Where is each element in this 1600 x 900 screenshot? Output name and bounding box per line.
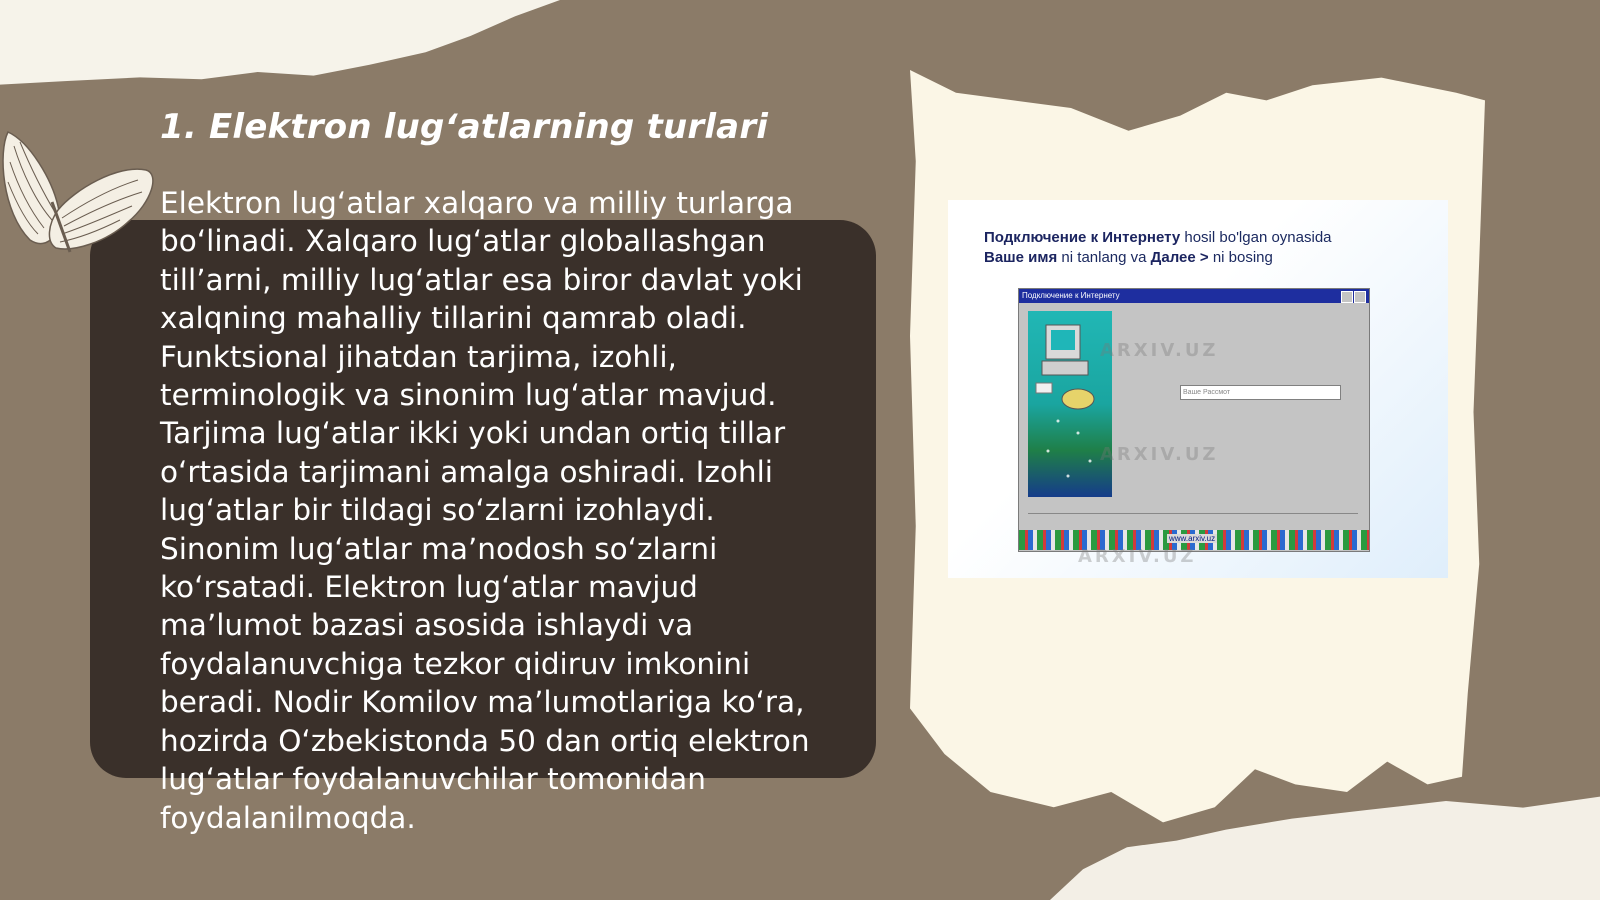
dialog-footer-url: www.arxiv.uz: [1169, 534, 1216, 543]
dialog-separator: [1028, 513, 1358, 514]
butterfly-icon: [0, 102, 165, 272]
torn-paper-bottom-right: [1050, 790, 1600, 900]
watermark-1: ARXIV.UZ: [1100, 340, 1219, 361]
figure-instruction: [984, 228, 1444, 268]
slide-title: 1. Elektron lug‘atlarning turlari: [160, 107, 769, 147]
computer-phone-illustration: [1028, 311, 1112, 497]
torn-paper-top-left: [0, 0, 560, 90]
watermark-3: ARXIV.UZ: [1078, 546, 1197, 567]
instruction-text-3: ni bosing: [1208, 249, 1273, 266]
screenshot-figure: [948, 200, 1448, 578]
dialog-title: Подключение к Интернету: [1022, 291, 1120, 300]
dialog-window-image: [1018, 288, 1370, 552]
watermark-2: ARXIV.UZ: [1100, 444, 1219, 465]
instruction-text-2: ni tanlang va: [1057, 249, 1151, 266]
instruction-text-1: hosil bo'lgan oynasida: [1180, 229, 1332, 246]
dialog-close-icon: [1354, 291, 1366, 303]
dialog-help-icon: [1341, 291, 1353, 303]
dialog-title-bar: [1019, 289, 1369, 303]
instruction-bold-next: Далее >: [1150, 249, 1209, 266]
dialog-name-field: Ваше Рассмот: [1180, 385, 1341, 400]
slide-body-text: Elektron lug‘atlar xalqaro va milliy turlarga bo‘linadi. Xalqaro lug‘atlar globallashgan till’arni, milliy lug‘atlar esa biror davlat yoki xalqning mahalliy tillarini qamrab oladi. Funktsional jihatdan tarjima, izohli, terminologik va sinonim lug‘atlar mavjud. Tarjima lug‘atlar ikki yoki undan ortiq tillar o‘rtasida tarjimani amalga oshiradi. Izohli lug‘atlar bir tildagi so‘zlarni izohlaydi. Sinonim lug‘atlar ma’nodosh so‘zlarni ko‘rsatadi. Elektron lug‘atlar mavjud ma’lumot bazasi asosida ishlaydi va foydalanuvchiga tezkor qidiruv imkonini beradi. Nodir Komilov ma’lumotlariga ko‘ra, hozirda O‘zbekistonda 50 dan ortiq elektron lug‘atlar foydalanuvchilar tomonidan foydalanilmoqda.: [160, 186, 810, 835]
instruction-bold-name: Ваше имя: [984, 249, 1058, 266]
instruction-bold-connection: Подключение к Интернету: [984, 229, 1181, 246]
